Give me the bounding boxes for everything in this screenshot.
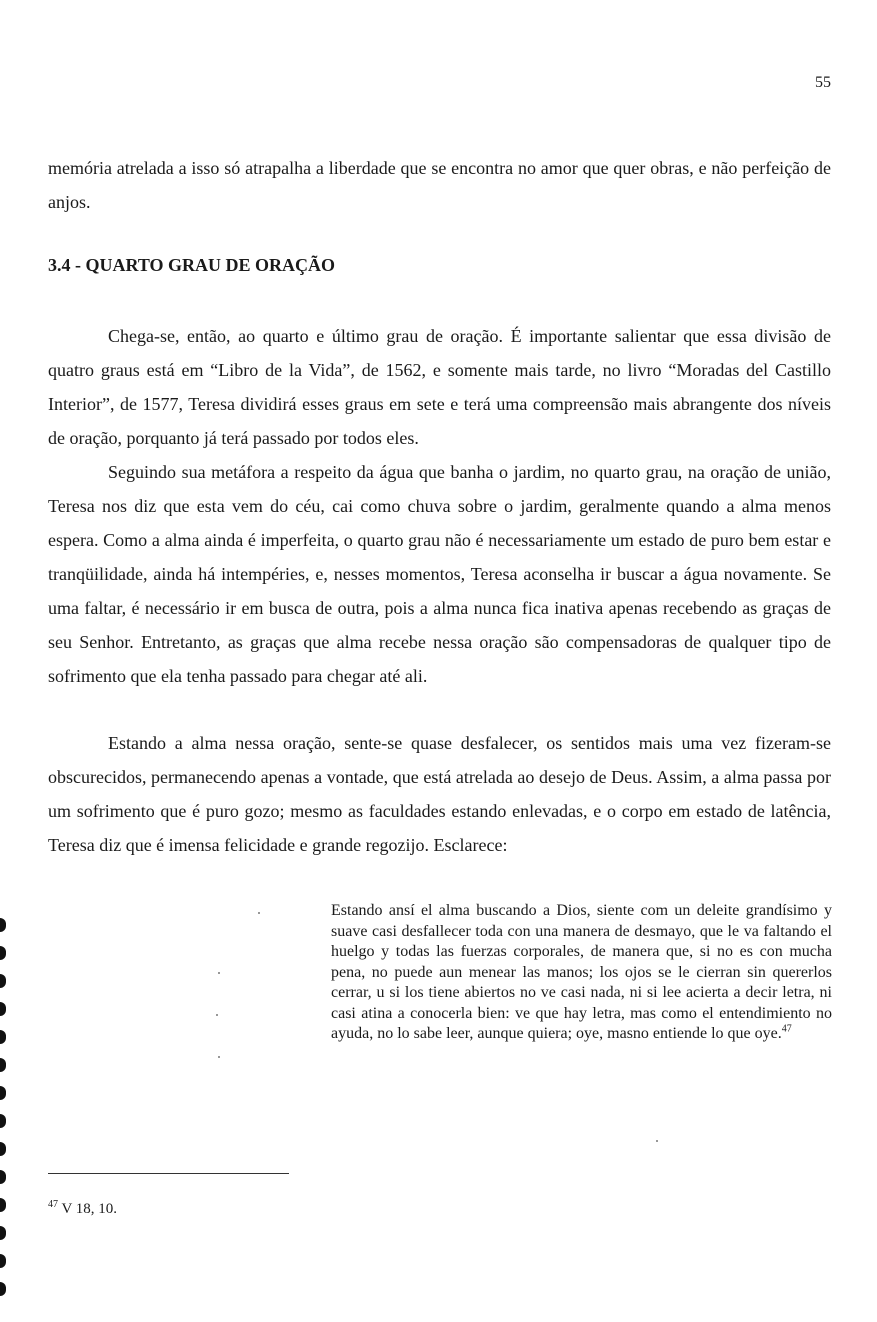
binding-hole [0, 1142, 6, 1156]
binding-hole [0, 1030, 6, 1044]
binding-holes [0, 910, 8, 1320]
binding-hole [0, 918, 6, 932]
binding-hole [0, 1170, 6, 1184]
scan-speck [216, 1014, 218, 1016]
scan-speck [218, 1056, 220, 1058]
scan-speck [258, 912, 260, 914]
binding-hole [0, 974, 6, 988]
block-quote [331, 901, 832, 1045]
footnote-separator [48, 1173, 289, 1174]
block-quote-text: Estando ansí el alma buscando a Dios, siente com un deleite grandísimo y suave casi desfallecer toda con una manera de desmayo, que le va faltando el huelgo y todas las fuerzas corporales, de manera que, si no es con mucha pena, no puede aun menear las manos; los ojos se le cierran sin quererlos cerrar, u si los tiene abiertos no ve casi nada, ni si lee acierta a decir letra, ni casi atina a conocerla bien: ve que hay letra, mas como el entendimiento no ayuda, no lo sabe leer, aunque quiera; oye, masno entiende lo que oye. [331, 902, 832, 1042]
paragraph-1: Chega-se, então, ao quarto e último grau de oração. É importante salientar que essa divisão de quatro graus está em “Libro de la Vida”, de 1562, e somente mais tarde, no livro “Moradas del Castillo Interior”, de 1577, Teresa dividirá esses graus em sete e terá uma compreensão mais abrangente dos níveis de oração, porquanto já terá passado por todos eles. [48, 326, 831, 448]
binding-hole [0, 1058, 6, 1072]
binding-hole [0, 1002, 6, 1016]
binding-hole [0, 1086, 6, 1100]
binding-hole [0, 1254, 6, 1268]
scan-speck [218, 972, 220, 974]
footnote-number: 47 [48, 1199, 58, 1210]
continuation-paragraph: memória atrelada a isso só atrapalha a liberdade que se encontra no amor que quer obras, e não perfeição de anjos. [48, 158, 831, 212]
footnote [48, 1199, 117, 1218]
footnote-reference: 47 [781, 1023, 792, 1035]
binding-hole [0, 1226, 6, 1240]
section-heading: 3.4 - QUARTO GRAU DE ORAÇÃO [48, 255, 336, 275]
scan-speck [656, 1140, 658, 1142]
paragraph-2: Seguindo sua metáfora a respeito da água que banha o jardim, no quarto grau, na oração de união, Teresa nos diz que esta vem do céu, cai como chuva sobre o jardim, geralmente quando a alma menos espera. Como a alma ainda é imperfeita, o quarto grau não é necessariamente um estado de puro bem estar e tranqüilidade, ainda há intempéries, e, nesses momentos, Teresa aconselha ir buscar a água novamente. Se uma faltar, é necessário ir em busca de outra, pois a alma nunca fica inativa apenas recebendo as graças de seu Senhor. Entretanto, as graças que alma recebe nessa oração são compensadoras de qualquer tipo de sofrimento que ela tenha passado para chegar até ali. [48, 462, 831, 686]
binding-hole [0, 1282, 6, 1296]
binding-hole [0, 1114, 6, 1128]
binding-hole [0, 1198, 6, 1212]
paragraph-3: Estando a alma nessa oração, sente-se quase desfalecer, os sentidos mais uma vez fizeram-se obscurecidos, permanecendo apenas a vontade, que está atrelada ao desejo de Deus. Assim, a alma passa por um sofrimento que é puro gozo; mesmo as faculdades estando enlevadas, e o corpo em estado de latência, Teresa diz que é imensa felicidade e grande regozijo. Esclarece: [48, 733, 831, 855]
footnote-text: V 18, 10. [61, 1201, 118, 1217]
page-number: 55 [815, 74, 831, 91]
binding-hole [0, 946, 6, 960]
